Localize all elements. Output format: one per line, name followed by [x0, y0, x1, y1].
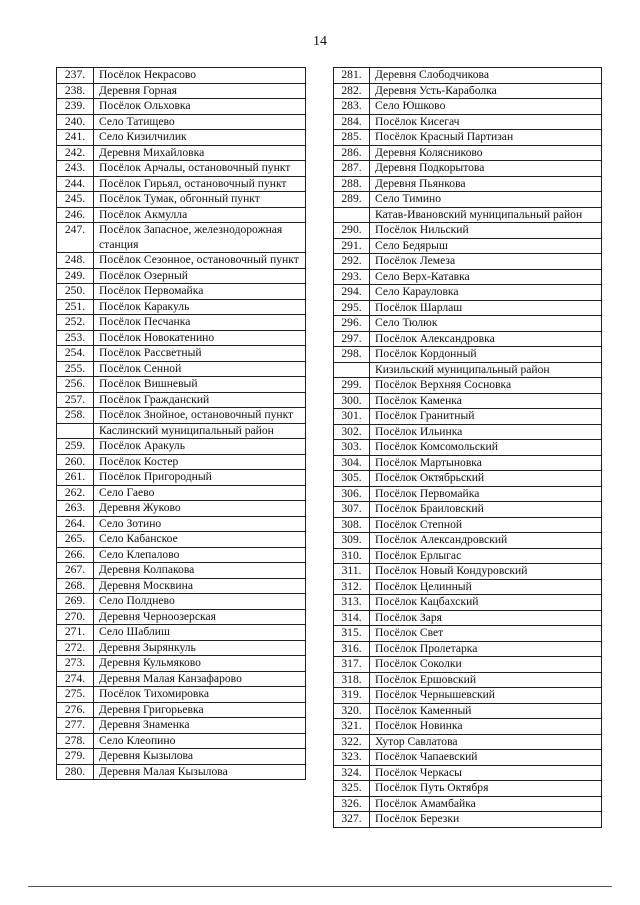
settlement-name: Посёлок Путь Октября — [370, 781, 602, 797]
table-row — [57, 68, 306, 84]
settlement-name: Посёлок Новинка — [370, 719, 602, 735]
table-row — [57, 578, 306, 594]
settlement-name: Посёлок Каменка — [370, 393, 602, 409]
row-number: 311. — [334, 564, 370, 580]
table-row — [57, 594, 306, 610]
row-number: 273. — [57, 656, 94, 672]
table-row — [334, 424, 602, 440]
table-row — [57, 130, 306, 146]
row-number: 272. — [57, 640, 94, 656]
row-number: 243. — [57, 161, 94, 177]
row-number: 282. — [334, 83, 370, 99]
settlement-name: Посёлок Черкасы — [370, 765, 602, 781]
settlement-name: Село Кизилчилик — [94, 130, 306, 146]
settlement-name: Посёлок Сезонное, остановочный пункт — [94, 253, 306, 269]
settlement-name: Деревня Колпакова — [94, 563, 306, 579]
row-number: 267. — [57, 563, 94, 579]
row-number: 321. — [334, 719, 370, 735]
row-number: 284. — [334, 114, 370, 130]
table-row — [334, 455, 602, 471]
table-row — [334, 579, 602, 595]
district-header-row — [334, 207, 602, 223]
table-row — [334, 703, 602, 719]
settlement-name: Село Клепалово — [94, 547, 306, 563]
row-number: 265. — [57, 532, 94, 548]
table-row — [57, 176, 306, 192]
settlement-name: Посёлок Акмулла — [94, 207, 306, 223]
settlement-name: Посёлок Тумак, обгонный пункт — [94, 192, 306, 208]
settlement-name: Село Карауловка — [370, 285, 602, 301]
settlement-name: Посёлок Гражданский — [94, 392, 306, 408]
table-row — [334, 316, 602, 332]
district-header-row — [334, 362, 602, 378]
settlement-name: Деревня Михайловка — [94, 145, 306, 161]
table-row — [334, 68, 602, 84]
settlement-name: Посёлок Каракуль — [94, 299, 306, 315]
settlement-name: Посёлок Соколки — [370, 657, 602, 673]
row-number: 314. — [334, 610, 370, 626]
settlement-name: Село Бедярыш — [370, 238, 602, 254]
row-number: 315. — [334, 626, 370, 642]
settlement-name: Посёлок Александровский — [370, 533, 602, 549]
settlement-name: Посёлок Первомайка — [94, 284, 306, 300]
settlement-name: Посёлок Запасное, железнодорожная станция — [94, 223, 306, 253]
row-number: 256. — [57, 377, 94, 393]
row-number: 286. — [334, 145, 370, 161]
table-row — [334, 254, 602, 270]
district-name: Каслинский муниципальный район — [94, 423, 306, 439]
table-row — [334, 145, 602, 161]
settlement-name: Деревня Кызылова — [94, 749, 306, 765]
settlement-name: Посёлок Гранитный — [370, 409, 602, 425]
settlement-name: Посёлок Октябрьский — [370, 471, 602, 487]
table-row — [57, 640, 306, 656]
table-row — [334, 285, 602, 301]
table-row — [57, 207, 306, 223]
row-number: 239. — [57, 99, 94, 115]
table-row — [334, 393, 602, 409]
row-number: 291. — [334, 238, 370, 254]
row-number: 258. — [57, 408, 94, 424]
row-number: 296. — [334, 316, 370, 332]
row-number: 255. — [57, 361, 94, 377]
table-row — [334, 781, 602, 797]
settlement-name: Посёлок Сенной — [94, 361, 306, 377]
row-number: 262. — [57, 485, 94, 501]
table-row — [334, 83, 602, 99]
row-number: 245. — [57, 192, 94, 208]
row-number: 289. — [334, 192, 370, 208]
table-row — [334, 641, 602, 657]
table-row — [334, 300, 602, 316]
row-number: 248. — [57, 253, 94, 269]
row-number: 305. — [334, 471, 370, 487]
page-number: 14 — [313, 34, 327, 49]
table-row — [57, 330, 306, 346]
settlement-name: Посёлок Кисегач — [370, 114, 602, 130]
settlement-name: Село Шаблиш — [94, 625, 306, 641]
row-number: 293. — [334, 269, 370, 285]
settlement-name: Деревня Горная — [94, 83, 306, 99]
table-row — [57, 361, 306, 377]
district-header-row — [57, 423, 306, 439]
table-row — [334, 331, 602, 347]
district-name: Кизильский муниципальный район — [370, 362, 602, 378]
settlement-name: Посёлок Чапаевский — [370, 750, 602, 766]
settlement-name: Посёлок Пролетарка — [370, 641, 602, 657]
settlement-name: Село Тимино — [370, 192, 602, 208]
table-row — [334, 238, 602, 254]
row-number: 237. — [57, 68, 94, 84]
table-row — [57, 656, 306, 672]
row-number: 268. — [57, 578, 94, 594]
table-row — [57, 547, 306, 563]
row-number: 275. — [57, 687, 94, 703]
table-row — [334, 610, 602, 626]
row-number: 249. — [57, 268, 94, 284]
row-number: 312. — [334, 579, 370, 595]
table-row — [57, 161, 306, 177]
row-number: 247. — [57, 223, 94, 253]
row-number: 297. — [334, 331, 370, 347]
table-row — [334, 176, 602, 192]
row-number: 299. — [334, 378, 370, 394]
settlement-name: Посёлок Пригородный — [94, 470, 306, 486]
settlement-name: Деревня Слободчикова — [370, 68, 602, 84]
settlement-name: Деревня Жуково — [94, 501, 306, 517]
row-number — [334, 362, 370, 378]
table-row — [334, 548, 602, 564]
settlement-name: Посёлок Новый Кондуровский — [370, 564, 602, 580]
settlement-name: Посёлок Некрасово — [94, 68, 306, 84]
left-table-body — [57, 68, 306, 780]
row-number: 280. — [57, 764, 94, 780]
settlement-name: Посёлок Кацбахский — [370, 595, 602, 611]
table-row — [334, 409, 602, 425]
row-number: 309. — [334, 533, 370, 549]
settlement-name: Деревня Подкорытова — [370, 161, 602, 177]
row-number: 264. — [57, 516, 94, 532]
row-number: 238. — [57, 83, 94, 99]
row-number: 324. — [334, 765, 370, 781]
table-row — [334, 719, 602, 735]
footer-rule — [28, 886, 612, 887]
settlement-name: Посёлок Александровка — [370, 331, 602, 347]
settlement-name: Посёлок Арчалы, остановочный пункт — [94, 161, 306, 177]
row-number: 285. — [334, 130, 370, 146]
settlement-name: Село Татищево — [94, 114, 306, 130]
table-row — [57, 315, 306, 331]
table-row — [334, 471, 602, 487]
settlement-name: Посёлок Гирьял, остановочный пункт — [94, 176, 306, 192]
row-number: 325. — [334, 781, 370, 797]
table-row — [334, 750, 602, 766]
row-number: 316. — [334, 641, 370, 657]
settlement-name: Посёлок Лемеза — [370, 254, 602, 270]
settlement-name: Посёлок Новокатенино — [94, 330, 306, 346]
settlement-name: Посёлок Свет — [370, 626, 602, 642]
row-number: 292. — [334, 254, 370, 270]
table-row — [334, 378, 602, 394]
table-row — [57, 192, 306, 208]
table-row — [57, 485, 306, 501]
settlement-name: Посёлок Верхняя Сосновка — [370, 378, 602, 394]
settlement-name: Посёлок Красный Партизан — [370, 130, 602, 146]
row-number: 322. — [334, 734, 370, 750]
table-row — [334, 595, 602, 611]
row-number: 261. — [57, 470, 94, 486]
settlement-name: Посёлок Березки — [370, 812, 602, 828]
row-number: 301. — [334, 409, 370, 425]
row-number: 323. — [334, 750, 370, 766]
table-row — [334, 440, 602, 456]
settlement-name: Село Кабанское — [94, 532, 306, 548]
row-number: 270. — [57, 609, 94, 625]
row-number: 327. — [334, 812, 370, 828]
table-row — [57, 718, 306, 734]
settlement-name: Посёлок Степной — [370, 517, 602, 533]
row-number: 266. — [57, 547, 94, 563]
settlement-name: Хутор Савлатова — [370, 734, 602, 750]
row-number: 294. — [334, 285, 370, 301]
row-number: 281. — [334, 68, 370, 84]
table-row — [334, 269, 602, 285]
table-row — [57, 671, 306, 687]
settlement-name: Посёлок Ильинка — [370, 424, 602, 440]
settlement-name: Деревня Малая Канзафарово — [94, 671, 306, 687]
table-row — [334, 223, 602, 239]
table-row — [57, 99, 306, 115]
row-number: 313. — [334, 595, 370, 611]
row-number: 269. — [57, 594, 94, 610]
settlement-name: Деревня Усть-Караболка — [370, 83, 602, 99]
settlement-name: Посёлок Нильский — [370, 223, 602, 239]
row-number: 306. — [334, 486, 370, 502]
row-number: 250. — [57, 284, 94, 300]
row-number: 326. — [334, 796, 370, 812]
settlement-name: Посёлок Ольховка — [94, 99, 306, 115]
table-row — [57, 223, 306, 253]
row-number: 288. — [334, 176, 370, 192]
row-number — [334, 207, 370, 223]
settlement-name: Посёлок Песчанка — [94, 315, 306, 331]
settlement-name: Село Гаево — [94, 485, 306, 501]
settlement-name: Деревня Пьянкова — [370, 176, 602, 192]
table-row — [57, 687, 306, 703]
table-row — [334, 765, 602, 781]
settlement-name: Посёлок Рассветный — [94, 346, 306, 362]
settlement-name: Посёлок Аракуль — [94, 439, 306, 455]
settlement-name: Село Полднево — [94, 594, 306, 610]
settlement-name: Посёлок Первомайка — [370, 486, 602, 502]
table-row — [57, 346, 306, 362]
table-row — [334, 347, 602, 363]
settlement-name: Деревня Зырянкуль — [94, 640, 306, 656]
table-row — [334, 688, 602, 704]
settlement-name: Село Зотино — [94, 516, 306, 532]
row-number: 276. — [57, 702, 94, 718]
table-row — [57, 268, 306, 284]
settlement-name: Деревня Колясниково — [370, 145, 602, 161]
row-number: 277. — [57, 718, 94, 734]
table-row — [57, 377, 306, 393]
table-row — [334, 812, 602, 828]
row-number: 318. — [334, 672, 370, 688]
settlement-name: Посёлок Каменный — [370, 703, 602, 719]
row-number: 302. — [334, 424, 370, 440]
settlement-name: Посёлок Костер — [94, 454, 306, 470]
settlement-name: Посёлок Знойное, остановочный пункт — [94, 408, 306, 424]
settlement-name: Деревня Малая Кызылова — [94, 764, 306, 780]
table-row — [57, 83, 306, 99]
table-row — [57, 284, 306, 300]
settlement-name: Посёлок Ерлыгас — [370, 548, 602, 564]
row-number: 319. — [334, 688, 370, 704]
table-row — [334, 734, 602, 750]
table-row — [57, 532, 306, 548]
row-number: 241. — [57, 130, 94, 146]
settlement-name: Деревня Кульмяково — [94, 656, 306, 672]
row-number: 242. — [57, 145, 94, 161]
row-number: 254. — [57, 346, 94, 362]
row-number: 307. — [334, 502, 370, 518]
settlement-name: Посёлок Чернышевский — [370, 688, 602, 704]
table-row — [57, 470, 306, 486]
row-number: 303. — [334, 440, 370, 456]
settlement-name: Деревня Москвина — [94, 578, 306, 594]
settlement-name: Посёлок Заря — [370, 610, 602, 626]
row-number: 290. — [334, 223, 370, 239]
settlement-name: Посёлок Амамбайка — [370, 796, 602, 812]
table-row — [57, 114, 306, 130]
row-number: 257. — [57, 392, 94, 408]
row-number: 263. — [57, 501, 94, 517]
table-row — [57, 454, 306, 470]
settlement-name: Посёлок Кордонный — [370, 347, 602, 363]
table-row — [334, 796, 602, 812]
row-number: 244. — [57, 176, 94, 192]
table-row — [334, 130, 602, 146]
table-row — [57, 516, 306, 532]
settlement-name: Деревня Знаменка — [94, 718, 306, 734]
table-row — [57, 392, 306, 408]
table-row — [334, 99, 602, 115]
row-number: 252. — [57, 315, 94, 331]
table-row — [57, 625, 306, 641]
table-row — [334, 533, 602, 549]
row-number: 251. — [57, 299, 94, 315]
settlement-name: Посёлок Ершовский — [370, 672, 602, 688]
row-number: 253. — [57, 330, 94, 346]
table-row — [334, 502, 602, 518]
table-row — [57, 145, 306, 161]
settlement-name: Деревня Григорьевка — [94, 702, 306, 718]
settlement-name: Посёлок Браиловский — [370, 502, 602, 518]
table-row — [57, 299, 306, 315]
right-table-body — [334, 68, 602, 828]
row-number: 279. — [57, 749, 94, 765]
row-number: 300. — [334, 393, 370, 409]
table-row — [57, 749, 306, 765]
row-number: 310. — [334, 548, 370, 564]
settlement-name: Деревня Черноозерская — [94, 609, 306, 625]
settlement-name: Посёлок Вишневый — [94, 377, 306, 393]
row-number: 271. — [57, 625, 94, 641]
table-row — [334, 564, 602, 580]
table-row — [57, 253, 306, 269]
row-number: 246. — [57, 207, 94, 223]
settlement-name: Посёлок Комсомольский — [370, 440, 602, 456]
settlement-name: Село Тюлюк — [370, 316, 602, 332]
row-number: 295. — [334, 300, 370, 316]
table-row — [334, 517, 602, 533]
row-number: 308. — [334, 517, 370, 533]
row-number: 320. — [334, 703, 370, 719]
row-number: 304. — [334, 455, 370, 471]
row-number: 240. — [57, 114, 94, 130]
settlement-name: Село Верх-Катавка — [370, 269, 602, 285]
row-number: 260. — [57, 454, 94, 470]
row-number — [57, 423, 94, 439]
table-row — [57, 501, 306, 517]
row-number: 274. — [57, 671, 94, 687]
row-number: 259. — [57, 439, 94, 455]
settlement-name: Посёлок Тихомировка — [94, 687, 306, 703]
district-name: Катав-Ивановский муниципальный район — [370, 207, 602, 223]
table-row — [57, 408, 306, 424]
settlement-name: Посёлок Шарлаш — [370, 300, 602, 316]
table-row — [334, 192, 602, 208]
table-row — [57, 439, 306, 455]
table-row — [57, 733, 306, 749]
table-row — [57, 764, 306, 780]
row-number: 317. — [334, 657, 370, 673]
settlement-name: Посёлок Целинный — [370, 579, 602, 595]
table-row — [334, 486, 602, 502]
table-row — [57, 563, 306, 579]
settlements-table-left — [56, 67, 306, 780]
table-row — [334, 626, 602, 642]
row-number: 283. — [334, 99, 370, 115]
settlement-name: Посёлок Мартыновка — [370, 455, 602, 471]
table-row — [334, 657, 602, 673]
settlement-name: Посёлок Озерный — [94, 268, 306, 284]
settlements-table-right — [333, 67, 602, 828]
table-row — [57, 609, 306, 625]
table-row — [334, 672, 602, 688]
settlement-name: Село Юшково — [370, 99, 602, 115]
row-number: 278. — [57, 733, 94, 749]
settlement-name: Село Клеопино — [94, 733, 306, 749]
row-number: 287. — [334, 161, 370, 177]
table-row — [334, 114, 602, 130]
table-row — [57, 702, 306, 718]
table-row — [334, 161, 602, 177]
row-number: 298. — [334, 347, 370, 363]
